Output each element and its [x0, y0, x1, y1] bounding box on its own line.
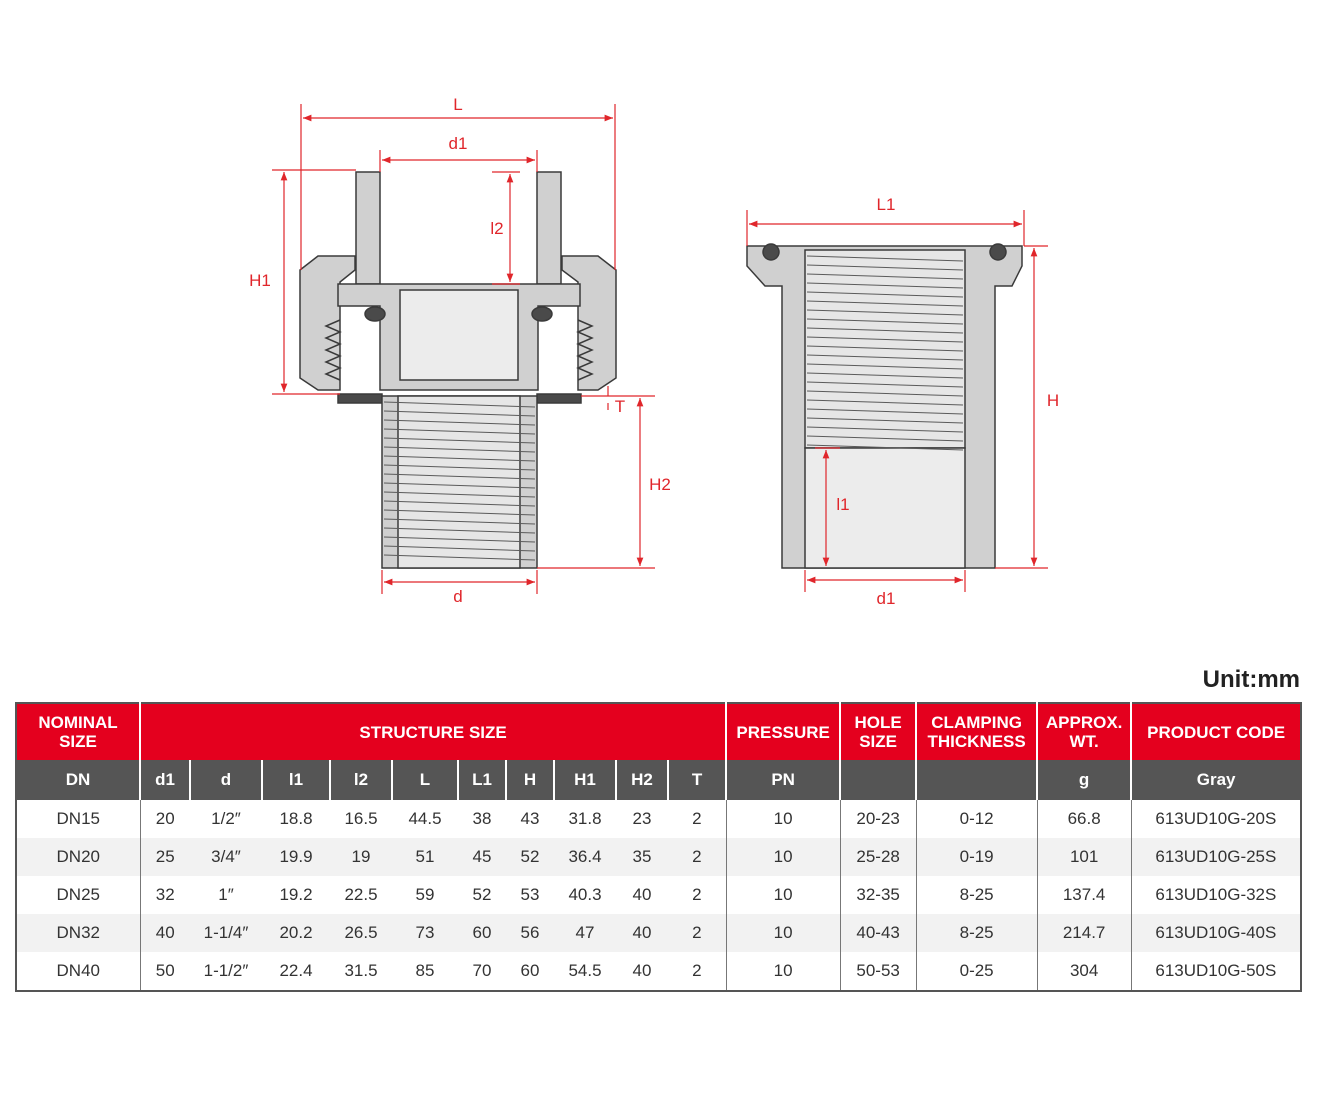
gasket-left — [338, 394, 382, 403]
approx-weight-header: APPROX. WT. — [1037, 703, 1131, 760]
table-cell: DN15 — [16, 800, 140, 838]
product-code-header: PRODUCT CODE — [1131, 703, 1301, 760]
table-cell: 19.2 — [279, 885, 313, 904]
o-ring-right — [990, 244, 1006, 260]
table-cell: 613UD10G-20S — [1155, 809, 1277, 828]
dim-label-H2: H2 — [649, 475, 671, 494]
table-cell: 8-25 — [916, 914, 1037, 952]
subheader-cell: L — [392, 760, 458, 800]
table-cell: 36.4 — [554, 838, 616, 876]
table-cell: 53 — [520, 885, 540, 904]
table-cell: DN20 — [16, 838, 140, 876]
table-cell: 2 — [668, 838, 726, 876]
table-cell: 73 — [392, 914, 458, 952]
adapter-drawing — [747, 244, 1022, 568]
table-row — [16, 838, 1301, 876]
table-cell: DN25 — [16, 876, 140, 914]
subheader-cell: d1 — [140, 760, 190, 800]
table-cell: 20-23 — [840, 800, 916, 838]
table-cell: DN40 — [16, 952, 140, 991]
subheader-cell: L1 — [458, 760, 506, 800]
table-cell: 50 — [155, 961, 175, 980]
table-cell: 32 — [155, 885, 175, 904]
subheader-cell: PN — [726, 760, 840, 800]
table-cell: 51 — [392, 838, 458, 876]
table-body — [16, 800, 1301, 991]
table-cell: 2 — [668, 876, 726, 914]
table-cell: 0-19 — [916, 838, 1037, 876]
nominal-size-header: NOMINAL SIZE — [16, 703, 140, 760]
pressure-header: PRESSURE — [726, 703, 840, 760]
table-cell: 10 — [726, 800, 840, 838]
o-ring-right — [532, 307, 552, 321]
table-cell: 10 — [726, 838, 840, 876]
table-cell: 47 — [554, 914, 616, 952]
structure-size-header: STRUCTURE SIZE — [140, 703, 726, 760]
table-cell: 10 — [726, 876, 840, 914]
o-ring-left — [365, 307, 385, 321]
dim-label-L: L — [453, 95, 463, 114]
table-row — [16, 914, 1301, 952]
table-cell: 1/2″ — [211, 809, 241, 828]
dim-label-L1: L1 — [876, 195, 896, 214]
table-cell: 31.8 — [568, 809, 602, 828]
table-cell: 25-28 — [840, 838, 916, 876]
table-cell: 0-12 — [916, 800, 1037, 838]
socket-wall-right — [537, 172, 561, 284]
unit-label: Unit:mm — [1202, 666, 1300, 693]
table-cell: 43 — [520, 809, 540, 828]
table-cell: 52 — [506, 838, 554, 876]
table-cell: 40.3 — [568, 885, 602, 904]
union-nut-right — [562, 256, 616, 390]
table-cell: 613UD10G-32S — [1155, 885, 1277, 904]
table-cell: 3/4″ — [190, 838, 262, 876]
table-cell: 8-25 — [916, 876, 1037, 914]
table-cell: 40 — [632, 885, 652, 904]
table-cell: 60 — [520, 961, 540, 980]
table-cell: 0-25 — [916, 952, 1037, 991]
table-cell: 2 — [668, 914, 726, 952]
union-nut — [300, 256, 355, 390]
subheader-row — [16, 760, 1301, 800]
table-cell: 56 — [506, 914, 554, 952]
spec-table — [15, 702, 1302, 992]
dim-label-l2: l2 — [490, 219, 504, 238]
subheader-cell — [916, 760, 1037, 800]
dim-label-l1: l1 — [836, 495, 850, 514]
table-cell: 38 — [472, 809, 492, 828]
dim-label-H: H — [1046, 391, 1060, 410]
table-cell: 40 — [632, 961, 652, 980]
group-header-row — [16, 703, 1301, 760]
table-cell: 101 — [1037, 838, 1131, 876]
subheader-cell: l2 — [330, 760, 392, 800]
table-cell: 137.4 — [1037, 876, 1131, 914]
table-cell: 60 — [458, 914, 506, 952]
bore — [400, 290, 518, 380]
table-cell: DN32 — [16, 914, 140, 952]
table-cell: 23 — [632, 809, 652, 828]
table-cell: 1-1/4″ — [190, 914, 262, 952]
table-cell: 613UD10G-25S — [1131, 838, 1301, 876]
table-cell: 20.2 — [262, 914, 330, 952]
subheader-cell: T — [668, 760, 726, 800]
dim-label-d1: d1 — [448, 134, 468, 153]
clamping-thickness-header: CLAMPING THICKNESS — [916, 703, 1037, 760]
table-cell: 40-43 — [840, 914, 916, 952]
table-cell: 214.7 — [1037, 914, 1131, 952]
table-cell: 613UD10G-40S — [1131, 914, 1301, 952]
table-row — [16, 876, 1301, 914]
table-cell: 2 — [668, 800, 726, 838]
table-cell: 45 — [458, 838, 506, 876]
socket-wall-left — [356, 172, 380, 284]
table-cell: 19.9 — [262, 838, 330, 876]
subheader-cell: H — [506, 760, 554, 800]
dim-label-d: d — [453, 587, 463, 606]
table-cell: 32-35 — [840, 876, 916, 914]
table-cell: 10 — [726, 952, 840, 991]
table-cell: 613UD10G-50S — [1155, 961, 1277, 980]
table-cell: 25 — [140, 838, 190, 876]
spigot-bore — [398, 396, 520, 568]
subheader-cell — [840, 760, 916, 800]
table-cell: 31.5 — [344, 961, 378, 980]
table-cell: 20 — [155, 809, 175, 828]
table-cell: 85 — [415, 961, 435, 980]
subheader-cell: H1 — [554, 760, 616, 800]
dim-label-d1-right: d1 — [876, 589, 896, 608]
dim-label-T: T — [614, 397, 626, 416]
table-cell: 16.5 — [344, 809, 378, 828]
subheader-cell: DN — [16, 760, 140, 800]
table-cell: 1-1/2″ — [203, 961, 249, 980]
table-cell: 19 — [330, 838, 392, 876]
table-cell: 304 — [1037, 952, 1131, 991]
subheader-cell: Gray — [1131, 760, 1301, 800]
subheader-cell: l1 — [262, 760, 330, 800]
dim-label-H1: H1 — [249, 271, 271, 290]
table-cell: 2 — [668, 952, 726, 991]
table-cell: 70 — [472, 961, 492, 980]
table-cell: 59 — [415, 885, 435, 904]
table-cell: 1″ — [218, 885, 234, 904]
table-cell: 52 — [472, 885, 492, 904]
hole-size-header: HOLE SIZE — [840, 703, 916, 760]
subheader-cell: H2 — [616, 760, 668, 800]
table-cell: 10 — [726, 914, 840, 952]
table-row — [16, 952, 1301, 991]
table-cell: 54.5 — [568, 961, 602, 980]
table-cell: 66.8 — [1037, 800, 1131, 838]
table-row — [16, 800, 1301, 838]
table-cell: 40 — [616, 914, 668, 952]
union-fitting-drawing — [300, 172, 616, 568]
subheader-cell: d — [190, 760, 262, 800]
table-cell: 22.5 — [344, 885, 378, 904]
table-cell: 40 — [140, 914, 190, 952]
table-cell: 26.5 — [330, 914, 392, 952]
table-cell: 50-53 — [840, 952, 916, 991]
smooth-bore — [805, 448, 965, 568]
subheader-cell: g — [1037, 760, 1131, 800]
table-cell: 18.8 — [279, 809, 313, 828]
table-cell: 22.4 — [279, 961, 313, 980]
gasket-right — [537, 394, 581, 403]
table-cell: 44.5 — [408, 809, 442, 828]
o-ring-left — [763, 244, 779, 260]
table-cell: 35 — [616, 838, 668, 876]
